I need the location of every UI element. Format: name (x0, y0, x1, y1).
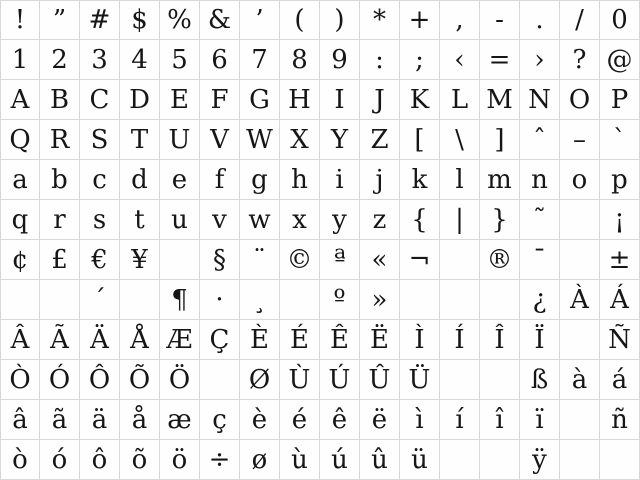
charmap-cell[interactable]: [ (400, 120, 440, 160)
charmap-cell[interactable]: Ü (400, 360, 440, 400)
charmap-cell-empty[interactable] (560, 400, 600, 440)
charmap-cell[interactable]: £ (40, 240, 80, 280)
charmap-cell[interactable]: : (360, 40, 400, 80)
charmap-cell[interactable]: s (80, 200, 120, 240)
charmap-cell-empty[interactable] (480, 440, 520, 480)
charmap-cell[interactable]: . (520, 0, 560, 40)
charmap-cell[interactable]: | (440, 200, 480, 240)
charmap-cell[interactable]: B (40, 80, 80, 120)
charmap-cell[interactable]: ¡ (600, 200, 640, 240)
charmap-cell[interactable]: ´ (80, 280, 120, 320)
charmap-cell[interactable]: y (320, 200, 360, 240)
charmap-cell[interactable]: 1 (0, 40, 40, 80)
charmap-cell[interactable]: ¨ (240, 240, 280, 280)
charmap-cell[interactable]: Ø (240, 360, 280, 400)
charmap-cell[interactable]: ¢ (0, 240, 40, 280)
charmap-cell[interactable]: ! (0, 0, 40, 40)
charmap-cell[interactable]: € (80, 240, 120, 280)
charmap-cell[interactable]: # (80, 0, 120, 40)
charmap-cell[interactable]: Ú (320, 360, 360, 400)
charmap-cell[interactable]: r (40, 200, 80, 240)
charmap-cell-empty[interactable] (600, 440, 640, 480)
charmap-cell[interactable]: Î (480, 320, 520, 360)
charmap-cell[interactable]: Y (320, 120, 360, 160)
charmap-cell[interactable]: t (120, 200, 160, 240)
charmap-cell[interactable]: 4 (120, 40, 160, 80)
charmap-cell[interactable]: î (480, 400, 520, 440)
charmap-cell-empty[interactable] (200, 360, 240, 400)
charmap-cell[interactable]: é (280, 400, 320, 440)
charmap-cell[interactable]: ± (600, 240, 640, 280)
charmap-cell[interactable]: g (240, 160, 280, 200)
charmap-cell[interactable]: Û (360, 360, 400, 400)
charmap-cell[interactable]: O (560, 80, 600, 120)
charmap-cell[interactable]: Ó (40, 360, 80, 400)
charmap-cell[interactable]: ú (320, 440, 360, 480)
charmap-cell[interactable]: G (240, 80, 280, 120)
charmap-cell-empty[interactable] (560, 440, 600, 480)
charmap-cell[interactable]: Æ (160, 320, 200, 360)
charmap-cell[interactable]: ¶ (160, 280, 200, 320)
charmap-cell-empty[interactable] (560, 320, 600, 360)
charmap-cell[interactable]: ; (400, 40, 440, 80)
charmap-cell[interactable]: Ù (280, 360, 320, 400)
charmap-cell[interactable]: ï (520, 400, 560, 440)
charmap-cell[interactable]: ª (320, 240, 360, 280)
charmap-cell[interactable]: a (0, 160, 40, 200)
charmap-cell[interactable]: x (280, 200, 320, 240)
charmap-cell[interactable]: ’ (240, 0, 280, 40)
charmap-cell[interactable]: o (560, 160, 600, 200)
charmap-cell[interactable]: % (160, 0, 200, 40)
charmap-cell[interactable]: · (200, 280, 240, 320)
charmap-cell-empty[interactable] (440, 240, 480, 280)
charmap-cell[interactable]: E (160, 80, 200, 120)
charmap-cell[interactable]: $ (120, 0, 160, 40)
charmap-cell[interactable]: ä (80, 400, 120, 440)
charmap-cell[interactable]: 6 (200, 40, 240, 80)
charmap-cell[interactable]: ÷ (200, 440, 240, 480)
charmap-cell[interactable]: Z (360, 120, 400, 160)
charmap-cell[interactable]: É (280, 320, 320, 360)
charmap-cell[interactable]: ü (400, 440, 440, 480)
charmap-cell[interactable]: V (200, 120, 240, 160)
charmap-cell[interactable]: / (560, 0, 600, 40)
charmap-cell[interactable]: H (280, 80, 320, 120)
charmap-cell[interactable]: Ò (0, 360, 40, 400)
charmap-cell[interactable]: ø (240, 440, 280, 480)
charmap-cell[interactable]: c (80, 160, 120, 200)
charmap-cell[interactable]: » (360, 280, 400, 320)
charmap-cell[interactable]: ¬ (400, 240, 440, 280)
charmap-cell[interactable]: ( (280, 0, 320, 40)
charmap-cell[interactable]: e (160, 160, 200, 200)
charmap-cell[interactable]: æ (160, 400, 200, 440)
charmap-cell[interactable]: § (200, 240, 240, 280)
charmap-cell[interactable]: i (320, 160, 360, 200)
charmap-cell[interactable]: å (120, 400, 160, 440)
charmap-cell[interactable]: C (80, 80, 120, 120)
charmap-cell[interactable]: ô (80, 440, 120, 480)
charmap-cell[interactable]: ì (400, 400, 440, 440)
charmap-cell[interactable]: M (480, 80, 520, 120)
charmap-cell[interactable]: í (440, 400, 480, 440)
charmap-cell-empty[interactable] (120, 280, 160, 320)
charmap-cell[interactable]: K (400, 80, 440, 120)
charmap-cell[interactable]: \ (440, 120, 480, 160)
charmap-cell[interactable]: ã (40, 400, 80, 440)
charmap-cell[interactable]: Ö (160, 360, 200, 400)
charmap-cell[interactable]: W (240, 120, 280, 160)
charmap-cell[interactable]: X (280, 120, 320, 160)
charmap-cell[interactable]: ? (560, 40, 600, 80)
charmap-cell[interactable]: Ä (80, 320, 120, 360)
charmap-cell[interactable]: Ñ (600, 320, 640, 360)
charmap-cell[interactable]: Õ (120, 360, 160, 400)
charmap-cell[interactable]: = (480, 40, 520, 80)
charmap-cell-empty[interactable] (0, 280, 40, 320)
charmap-cell[interactable]: Ì (400, 320, 440, 360)
charmap-cell[interactable]: v (200, 200, 240, 240)
charmap-cell[interactable]: ˜ (520, 200, 560, 240)
charmap-cell[interactable]: P (600, 80, 640, 120)
charmap-cell[interactable]: ù (280, 440, 320, 480)
charmap-cell[interactable]: f (200, 160, 240, 200)
charmap-cell-empty[interactable] (160, 240, 200, 280)
charmap-cell[interactable]: õ (120, 440, 160, 480)
charmap-cell[interactable]: - (480, 0, 520, 40)
charmap-cell[interactable]: N (520, 80, 560, 120)
charmap-cell[interactable]: R (40, 120, 80, 160)
charmap-cell[interactable]: è (240, 400, 280, 440)
charmap-cell[interactable]: U (160, 120, 200, 160)
charmap-cell[interactable]: â (0, 400, 40, 440)
charmap-cell[interactable]: ¯ (520, 240, 560, 280)
charmap-cell[interactable]: 2 (40, 40, 80, 80)
charmap-cell[interactable]: û (360, 440, 400, 480)
charmap-cell[interactable]: & (200, 0, 240, 40)
charmap-cell[interactable]: @ (600, 40, 640, 80)
charmap-cell[interactable]: – (560, 120, 600, 160)
charmap-cell[interactable]: L (440, 80, 480, 120)
charmap-cell[interactable]: á (600, 360, 640, 400)
charmap-cell[interactable]: m (480, 160, 520, 200)
charmap-cell[interactable]: D (120, 80, 160, 120)
charmap-cell[interactable]: ö (160, 440, 200, 480)
charmap-cell[interactable]: ê (320, 400, 360, 440)
charmap-cell[interactable]: u (160, 200, 200, 240)
charmap-cell[interactable]: z (360, 200, 400, 240)
charmap-cell[interactable]: « (360, 240, 400, 280)
charmap-cell[interactable]: J (360, 80, 400, 120)
charmap-cell[interactable]: ¥ (120, 240, 160, 280)
charmap-cell[interactable]: à (560, 360, 600, 400)
charmap-cell[interactable]: F (200, 80, 240, 120)
charmap-cell-empty[interactable] (440, 440, 480, 480)
charmap-cell[interactable]: ” (40, 0, 80, 40)
charmap-cell[interactable]: Ë (360, 320, 400, 360)
charmap-cell[interactable]: w (240, 200, 280, 240)
charmap-cell[interactable]: } (480, 200, 520, 240)
charmap-cell[interactable]: n (520, 160, 560, 200)
charmap-cell[interactable]: À (560, 280, 600, 320)
charmap-cell[interactable]: Ô (80, 360, 120, 400)
charmap-cell[interactable]: I (320, 80, 360, 120)
charmap-cell[interactable]: ¿ (520, 280, 560, 320)
charmap-cell[interactable]: k (400, 160, 440, 200)
charmap-cell[interactable]: È (240, 320, 280, 360)
charmap-cell[interactable]: Í (440, 320, 480, 360)
charmap-cell[interactable]: ‹ (440, 40, 480, 80)
charmap-cell[interactable]: S (80, 120, 120, 160)
charmap-cell[interactable]: q (0, 200, 40, 240)
charmap-cell[interactable]: Å (120, 320, 160, 360)
charmap-cell-empty[interactable] (440, 280, 480, 320)
charmap-cell[interactable]: j (360, 160, 400, 200)
charmap-cell-empty[interactable] (40, 280, 80, 320)
charmap-cell-empty[interactable] (400, 280, 440, 320)
charmap-cell[interactable]: p (600, 160, 640, 200)
charmap-cell[interactable]: 7 (240, 40, 280, 80)
charmap-cell[interactable]: ˆ (520, 120, 560, 160)
charmap-cell-empty[interactable] (560, 240, 600, 280)
charmap-cell[interactable]: b (40, 160, 80, 200)
charmap-cell[interactable]: * (360, 0, 400, 40)
charmap-cell[interactable]: ñ (600, 400, 640, 440)
charmap-cell[interactable]: A (0, 80, 40, 120)
charmap-cell[interactable]: { (400, 200, 440, 240)
charmap-cell-empty[interactable] (480, 280, 520, 320)
charmap-cell[interactable]: Ê (320, 320, 360, 360)
charmap-cell[interactable]: ) (320, 0, 360, 40)
charmap-cell[interactable]: 0 (600, 0, 640, 40)
charmap-cell[interactable]: ® (480, 240, 520, 280)
charmap-cell[interactable]: ÿ (520, 440, 560, 480)
charmap-cell[interactable]: h (280, 160, 320, 200)
charmap-cell[interactable]: 3 (80, 40, 120, 80)
charmap-cell-empty[interactable] (480, 360, 520, 400)
charmap-cell[interactable]: 8 (280, 40, 320, 80)
charmap-cell-empty[interactable] (440, 360, 480, 400)
charmap-cell[interactable]: Ï (520, 320, 560, 360)
charmap-cell[interactable]: + (400, 0, 440, 40)
charmap-cell[interactable]: º (320, 280, 360, 320)
charmap-cell[interactable]: Â (0, 320, 40, 360)
charmap-cell[interactable]: d (120, 160, 160, 200)
charmap-cell[interactable]: ë (360, 400, 400, 440)
charmap-cell[interactable]: › (520, 40, 560, 80)
charmap-cell[interactable]: ó (40, 440, 80, 480)
charmap-cell[interactable]: ò (0, 440, 40, 480)
charmap-cell[interactable]: ] (480, 120, 520, 160)
charmap-cell-empty[interactable] (560, 200, 600, 240)
charmap-cell[interactable]: Ç (200, 320, 240, 360)
charmap-cell[interactable]: 5 (160, 40, 200, 80)
charmap-cell-empty[interactable] (280, 280, 320, 320)
charmap-cell[interactable]: , (440, 0, 480, 40)
charmap-cell[interactable]: l (440, 160, 480, 200)
charmap-cell[interactable]: Q (0, 120, 40, 160)
charmap-cell[interactable]: ` (600, 120, 640, 160)
charmap-cell[interactable]: ¸ (240, 280, 280, 320)
charmap-cell[interactable]: T (120, 120, 160, 160)
charmap-cell[interactable]: Á (600, 280, 640, 320)
charmap-cell[interactable]: © (280, 240, 320, 280)
charmap-cell[interactable]: ç (200, 400, 240, 440)
charmap-cell[interactable]: ß (520, 360, 560, 400)
charmap-cell[interactable]: 9 (320, 40, 360, 80)
charmap-cell[interactable]: Ã (40, 320, 80, 360)
